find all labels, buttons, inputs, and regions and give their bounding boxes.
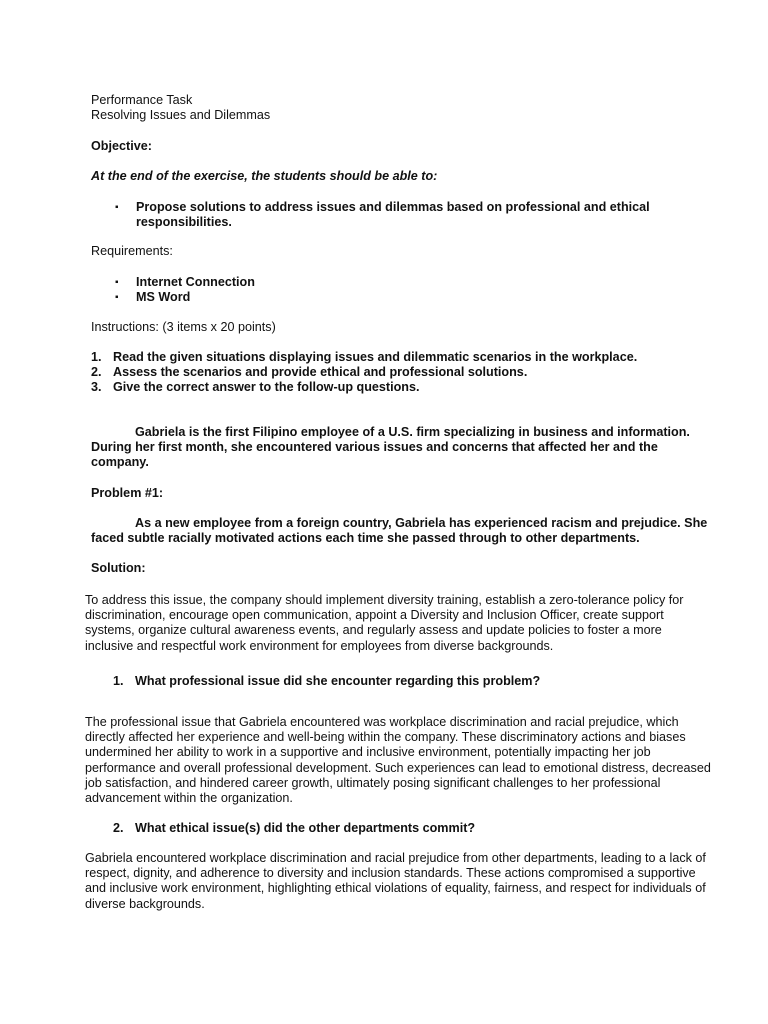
question-text: What professional issue did she encounter regarding this problem? [135, 674, 541, 688]
question-text: What ethical issue(s) did the other departments commit? [135, 821, 476, 835]
question-number: 1. [113, 674, 124, 688]
requirement-item-text: Internet Connection [136, 275, 255, 289]
list-number: 3. [91, 380, 102, 395]
instructions-heading: Instructions: (3 items x 20 points) [91, 320, 276, 334]
question-2 [113, 821, 713, 836]
objective-item-text: Propose solutions to address issues and dilemmas based on professional and ethical responsibilities. [136, 200, 650, 230]
list-item [115, 290, 515, 305]
instruction-item-text: Read the given situations displaying issues and dilemmatic scenarios in the workplace. [113, 350, 638, 364]
solution-paragraph: To address this issue, the company should implement diversity training, establish a zero-tolerance policy for discrimination, encourage open communication, appoint a Diversity and Inclusion Officer, create support systems, organize cultural awareness events, and regularly assess and update policies to foster a more inclusive and respectful work environment for employees from diverse backgrounds. [85, 593, 684, 653]
list-number: 2. [91, 365, 102, 380]
list-item [91, 350, 711, 365]
answer-2-paragraph: Gabriela encountered workplace discrimination and racial prejudice from other departments, leading to a lack of respect, dignity, and adherence to diversity and inclusion standards. These actions compromised a supportive and inclusive work environment, highlighting ethical violations of equality, fairness, and respect for individuals of diverse backgrounds. [85, 851, 706, 911]
problem-heading: Problem #1: [91, 486, 164, 500]
document-subtitle: Resolving Issues and Dilemmas [91, 108, 271, 123]
problem-paragraph: As a new employee from a foreign country, Gabriela has experienced racism and prejudice. She faced subtle racially motivated actions each time she passed through to other departments. [91, 516, 708, 546]
list-item [115, 275, 515, 290]
instruction-item-text: Assess the scenarios and provide ethical and professional solutions. [113, 365, 528, 380]
bullet-marker: ▪ [115, 202, 119, 213]
bullet-marker: ▪ [115, 277, 119, 288]
question-number: 2. [113, 821, 124, 835]
requirements-heading: Requirements: [91, 244, 173, 258]
requirement-item-text: MS Word [136, 290, 191, 305]
scenario-paragraph: Gabriela is the first Filipino employee of a U.S. firm specializing in business and information. During her first month, she encountered various issues and concerns that affected her and the company. [91, 425, 690, 470]
bullet-marker: ▪ [115, 292, 119, 304]
objective-lead: At the end of the exercise, the students should be able to: [91, 169, 438, 183]
document-title: Performance Task [91, 93, 193, 107]
list-item [115, 200, 735, 230]
answer-1-paragraph: The professional issue that Gabriela encountered was workplace discrimination and racial prejudice, which directly affected her experience and well-being within the company. These discriminatory actions and biases undermined her ability to work in a supportive and inclusive environment, potentially impacting her job performance and overall professional development. Such experiences can lead to emotional distress, decreased job satisfaction, and hindered career growth, ultimately posing significant challenges to her professional advancement within the organization. [85, 715, 711, 806]
objective-heading: Objective: [91, 139, 152, 153]
requirements-list [115, 275, 515, 305]
document-header [91, 93, 691, 123]
list-item [91, 365, 711, 380]
objective-list [115, 200, 735, 230]
question-1 [113, 674, 713, 689]
instruction-item-text: Give the correct answer to the follow-up questions. [113, 380, 420, 395]
list-item [91, 380, 711, 395]
list-number: 1. [91, 350, 102, 364]
instructions-list [91, 350, 711, 396]
solution-heading: Solution: [91, 561, 146, 575]
